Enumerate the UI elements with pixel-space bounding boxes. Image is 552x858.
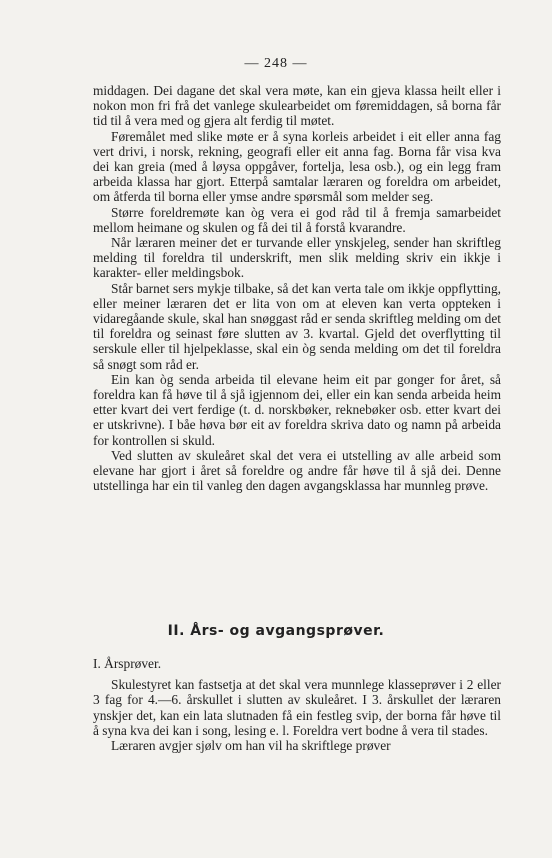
paragraph: Skulestyret kan fastsetja at det skal vera munnlege klasseprøver i 2 eller 3 fag for 4.—6. årskullet i slutten av skuleåret. I 3. årskullet der læraren ynskjer det, kan ein lata slutnaden få ein festleg svip, der borna får høve til å syna kva dei kan i song, lesing e. l. Foreldra vert bodne å vera til stades. <box>93 677 501 738</box>
section-heading: II. Års- og avgangsprøver. <box>167 623 385 639</box>
page-number: — 248 — <box>244 56 308 71</box>
section-text <box>93 656 501 753</box>
paragraph: Når læraren meiner det er turvande eller ynskjeleg, sender han skriftleg melding til foreldra til underskrift, men slik melding skriv ein ikkje i karakter- eller meldingsbok. <box>93 235 501 281</box>
paragraph: Står barnet sers mykje tilbake, så det kan verta tale om ikkje oppflytting, eller meiner læraren det er lita von om at eleven kan verta oppteken i vidaregåande skule, skal han snøggast råd er senda skriftleg melding om det til foreldra og seinast føre slutten av 3. kvartal. Gjeld det overflytting til serskule eller til hjelpeklasse, skal ein òg senda melding om det til foreldra så snøgt som råd er. <box>93 280 501 372</box>
paragraph: Læraren avgjer sjølv om han vil ha skriftlege prøver <box>111 738 391 754</box>
subheading: I. Årsprøver. <box>93 656 162 671</box>
main-text <box>93 83 501 493</box>
paragraph: Ein kan òg senda arbeida til elevane heim eit par gonger for året, så foreldra kan få høve til å sjå igjennom dei, eller ein kan senda arbeida heim etter kvart dei vert ferdige (t. d. norskbøker, reknebøker osb. etter kvart dei er utskrivne). I båe høva bør eit av foreldra skriva dato og namn på arbeida for kontrollen si skuld. <box>93 371 501 448</box>
paragraph: Føremålet med slike møte er å syna korleis arbeidet i eit eller anna fag vert drivi, i norsk, rekning, geografi eller eit anna fag. Borna får visa kva dei kan greia (med å løysa oppgåver, fortelja, lesa osb.), og ein legg fram arbeida klassa har gjort. Etterpå samtalar læraren og foreldra om arbeidet, om åtferda til borna eller ymse andre spørsmål som melder seg. <box>93 128 501 205</box>
paragraph: Ved slutten av skuleåret skal det vera ei utstelling av alle arbeid som elevane har gjort i året så foreldre og andre får høve til å sjå dei. Denne utstellinga har ein til vanleg den dagen avgangsklassa har munnleg prøve. <box>93 447 501 494</box>
paragraph: Større foreldremøte kan òg vera ei god råd til å fremja samarbeidet mellom heimane og skulen og få dei til å forstå kvarandre. <box>93 204 501 235</box>
paragraph: middagen. Dei dagane det skal vera møte, kan ein gjeva klassa heilt eller i nokon mon fri frå det vanlege skulearbeidet om føremiddagen, så borna får tid til å vera med og gjera alt ferdig til møtet. <box>93 83 501 129</box>
